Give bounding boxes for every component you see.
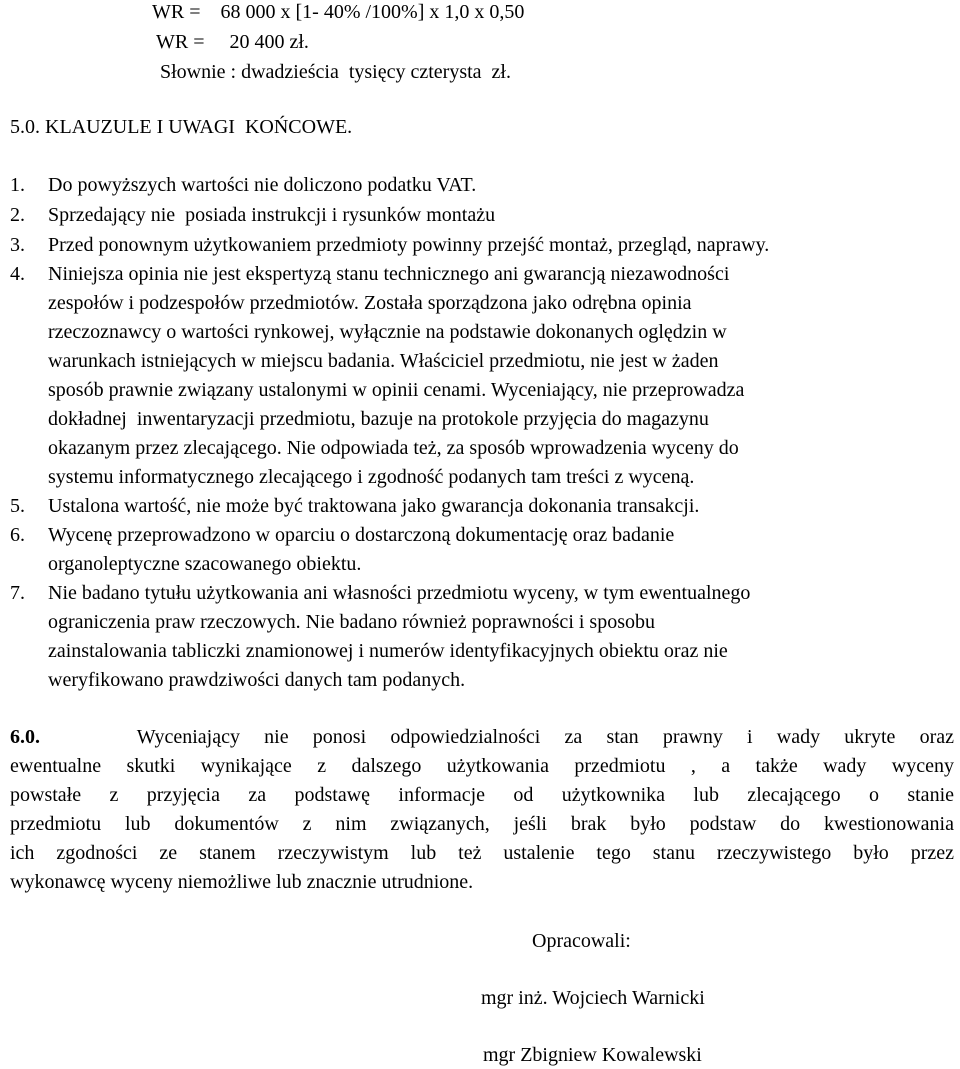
list-item-text: dokładnej inwentaryzacji przedmiotu, bazuje na protokole przyjęcia do magazynu bbox=[48, 408, 709, 430]
calc-line-2: WR = 20 400 zł. bbox=[156, 31, 309, 53]
list-item-number: 7. bbox=[10, 582, 25, 604]
section-6-line bbox=[10, 723, 954, 752]
signature-label: Opracowali: bbox=[532, 930, 631, 952]
section-5-heading: 5.0. KLAUZULE I UWAGI KOŃCOWE. bbox=[10, 116, 353, 138]
section-6-line: wykonawcę wyceny niemożliwe lub znacznie utrudnione. bbox=[10, 871, 474, 893]
list-item-text: Ustalona wartość, nie może być traktowana jako gwarancja dokonania transakcji. bbox=[48, 495, 700, 517]
section-6-number: 6.0. bbox=[10, 726, 40, 748]
list-item-number: 6. bbox=[10, 524, 25, 546]
list-item-text: warunkach istniejących w miejscu badania. Właściciel przedmiotu, nie jest w żaden bbox=[48, 350, 719, 372]
list-item-text: Sprzedający nie posiada instrukcji i rysunków montażu bbox=[48, 204, 496, 226]
list-item-text: Niniejsza opinia nie jest ekspertyzą stanu technicznego ani gwarancją niezawodności bbox=[48, 263, 730, 285]
list-item-text: systemu informatycznego zlecającego i zgodność podanych tam treści z wyceną. bbox=[48, 466, 695, 488]
section-6-text: Wyceniający nie ponosi odpowiedzialności za stan prawny i wady ukryte oraz bbox=[136, 726, 955, 748]
list-item-text: okazanym przez zlecającego. Nie odpowiada też, za sposób wprowadzenia wyceny do bbox=[48, 437, 739, 459]
list-item-text: Przed ponownym użytkowaniem przedmioty powinny przejść montaż, przegląd, naprawy. bbox=[48, 234, 770, 256]
section-6-line: przedmiotu lub dokumentów z nim związanych, jeśli brak było podstaw do kwestionowania bbox=[10, 813, 954, 835]
section-6-line: ewentualne skutki wynikające z dalszego użytkowania przedmiotu , a także wady wyceny bbox=[10, 755, 954, 777]
list-item-text: zainstalowania tabliczki znamionowej i numerów identyfikacyjnych obiektu oraz nie bbox=[48, 640, 728, 662]
list-item-text: zespołów i podzespołów przedmiotów. Została sporządzona jako odrębna opinia bbox=[48, 292, 692, 314]
calc-words: Słownie : dwadzieścia tysięcy czterysta zł. bbox=[160, 61, 511, 83]
list-item-number: 3. bbox=[10, 234, 25, 256]
list-item-number: 5. bbox=[10, 495, 25, 517]
list-item-number: 1. bbox=[10, 174, 25, 196]
list-item-text: rzeczoznawcy o wartości rynkowej, wyłącznie na podstawie dokonanych oględzin w bbox=[48, 321, 727, 343]
calc-line-1: WR = 68 000 x [1- 40% /100%] x 1,0 x 0,50 bbox=[152, 1, 525, 23]
list-item-text: Wycenę przeprowadzono w oparciu o dostarczoną dokumentację oraz badanie bbox=[48, 524, 675, 546]
list-item-text: Nie badano tytułu użytkowania ani własności przedmiotu wyceny, w tym ewentualnego bbox=[48, 582, 751, 604]
signature-person-2: mgr Zbigniew Kowalewski bbox=[483, 1044, 702, 1066]
list-item-number: 4. bbox=[10, 263, 25, 285]
list-item-text: organoleptyczne szacowanego obiektu. bbox=[48, 553, 362, 575]
list-item-text: Do powyższych wartości nie doliczono podatku VAT. bbox=[48, 174, 477, 196]
list-item-text: ograniczenia praw rzeczowych. Nie badano również poprawności i sposobu bbox=[48, 611, 655, 633]
signature-person-1: mgr inż. Wojciech Warnicki bbox=[481, 987, 705, 1009]
list-item-number: 2. bbox=[10, 204, 25, 226]
list-item-text: weryfikowano prawdziwości danych tam podanych. bbox=[48, 669, 466, 691]
section-6-line: ich zgodności ze stanem rzeczywistym lub też ustalenie tego stanu rzeczywistego było przez bbox=[10, 842, 954, 864]
list-item-text: sposób prawnie związany ustalonymi w opinii cenami. Wyceniający, nie przeprowadza bbox=[48, 379, 745, 401]
section-6-line: powstałe z przyjęcia za podstawę informacje od użytkownika lub zlecającego o stanie bbox=[10, 784, 954, 806]
